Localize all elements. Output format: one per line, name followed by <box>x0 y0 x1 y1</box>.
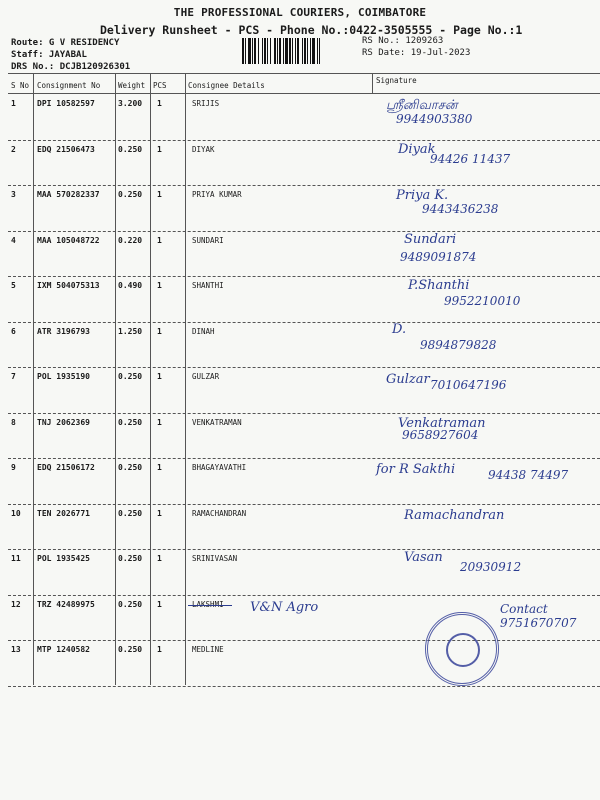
row-weight: 0.250 <box>118 144 143 154</box>
handwritten-signature: ஸ்ரீனிவாசன் <box>386 98 458 113</box>
col-signature: Signature <box>376 76 417 85</box>
column-divider <box>33 73 34 685</box>
handwritten-signature: Priya K. <box>396 188 449 203</box>
row-sno: 5 <box>11 281 16 290</box>
row-divider <box>8 231 600 232</box>
row-weight: 0.250 <box>118 645 143 654</box>
handwritten-signature: P.Shanthi <box>408 278 470 293</box>
row-divider <box>8 458 600 459</box>
row-consignment: MAA 105048722 <box>37 235 100 245</box>
rs-date: RS Date: 19-Jul-2023 <box>362 48 471 58</box>
row-sno: 4 <box>11 235 16 245</box>
column-divider <box>185 73 186 685</box>
row-weight: 0.490 <box>118 281 143 290</box>
row-consignment: IXM 504075313 <box>37 281 100 290</box>
row-pcs: 1 <box>157 235 162 245</box>
row-consignee: LAKSHMI <box>192 599 224 609</box>
handwritten-phone: 9952210010 <box>444 294 521 308</box>
row-divider <box>8 322 600 323</box>
row-divider <box>8 367 600 368</box>
row-divider <box>8 185 600 186</box>
row-sno: 10 <box>11 508 21 518</box>
row-consignee: SRINIVASAN <box>192 554 238 563</box>
row-consignment: POL 1935425 <box>37 554 90 563</box>
drs-number: DRS No.: DCJB120926301 <box>11 62 131 72</box>
row-sno: 13 <box>11 645 21 654</box>
staff-label: Staff: JAYABAL <box>11 50 87 60</box>
col-weight: Weight <box>118 81 146 90</box>
row-pcs: 1 <box>157 144 162 154</box>
row-pcs: 1 <box>157 508 162 518</box>
row-consignment: TNJ 2062369 <box>37 417 90 427</box>
row-divider <box>8 595 600 596</box>
row-consignee: SRIJIS <box>192 99 220 108</box>
row-consignee: MEDLINE <box>192 645 224 654</box>
handwritten-phone: 9944903380 <box>396 112 473 126</box>
handwritten-signature: Vasan <box>404 550 443 565</box>
row-consignee: PRIYA KUMAR <box>192 190 242 199</box>
handwritten-phone: Contact 9751670707 <box>500 602 577 630</box>
row-weight: 0.250 <box>118 463 143 472</box>
row-sno: 12 <box>11 599 21 609</box>
handwritten-phone: 9658927604 <box>402 428 479 442</box>
row-divider <box>8 276 600 277</box>
row-pcs: 1 <box>157 99 162 108</box>
row-pcs: 1 <box>157 372 162 381</box>
row-pcs: 1 <box>157 326 162 336</box>
row-consignment: DPI 10582597 <box>37 99 95 108</box>
row-weight: 3.200 <box>118 99 143 108</box>
row-sno: 11 <box>11 554 21 563</box>
handwritten-phone: 9894879828 <box>420 338 497 352</box>
row-pcs: 1 <box>157 281 162 290</box>
runsheet-subtitle: Delivery Runsheet - PCS - Phone No.:0422-3505555 - Page No.:1 <box>100 23 523 37</box>
col-sno: S No <box>11 81 30 90</box>
row-sno: 3 <box>11 190 16 199</box>
row-weight: 1.250 <box>118 326 143 336</box>
column-divider <box>372 73 373 93</box>
row-divider <box>8 549 600 550</box>
row-weight: 0.250 <box>118 372 143 381</box>
row-consignee: VENKATRAMAN <box>192 417 242 427</box>
company-title: THE PROFESSIONAL COURIERS, COIMBATORE <box>173 6 427 19</box>
handwritten-signature: Ramachandran <box>404 508 505 523</box>
row-consignment: EDQ 21506172 <box>37 463 95 472</box>
handwritten-signature: Diyak <box>398 142 436 157</box>
column-divider <box>150 73 151 685</box>
row-consignee: GULZAR <box>192 372 220 381</box>
row-sno: 8 <box>11 417 16 427</box>
handwritten-signature: V&N Agro <box>250 600 319 615</box>
column-divider <box>115 73 116 685</box>
row-consignment: POL 1935190 <box>37 372 90 381</box>
row-consignee: SHANTHI <box>192 281 224 290</box>
row-consignment: MTP 1240582 <box>37 645 90 654</box>
row-sno: 1 <box>11 99 16 108</box>
company-stamp <box>425 612 499 686</box>
route-label: Route: G V RESIDENCY <box>11 38 120 48</box>
table-header-border <box>8 93 600 94</box>
row-sno: 6 <box>11 326 16 336</box>
handwritten-signature: Venkatraman <box>398 416 486 431</box>
row-pcs: 1 <box>157 417 162 427</box>
barcode-bar <box>320 38 322 64</box>
row-divider <box>8 504 600 505</box>
row-consignment: MAA 570282337 <box>37 190 100 199</box>
row-consignee: DIYAK <box>192 144 215 154</box>
row-sno: 2 <box>11 144 16 154</box>
row-divider <box>8 640 600 641</box>
row-pcs: 1 <box>157 190 162 199</box>
handwritten-signature: for R Sakthi <box>376 462 456 477</box>
row-consignee: RAMACHANDRAN <box>192 508 247 518</box>
row-consignee: SUNDARI <box>192 235 224 245</box>
stamp-center <box>446 633 480 667</box>
row-consignment: TRZ 42489975 <box>37 599 95 609</box>
row-divider <box>8 686 600 687</box>
handwritten-signature: D. <box>392 322 407 337</box>
handwritten-phone: 7010647196 <box>430 378 507 392</box>
row-pcs: 1 <box>157 645 162 654</box>
barcode <box>242 38 360 64</box>
handwritten-phone: 20930912 <box>460 560 522 574</box>
strike-through-mark <box>188 605 232 606</box>
row-divider <box>8 413 600 414</box>
row-consignee: DINAH <box>192 326 215 336</box>
handwritten-phone: 9443436238 <box>422 202 499 216</box>
row-consignment: EDQ 21506473 <box>37 144 95 154</box>
row-weight: 0.250 <box>118 190 143 199</box>
handwritten-phone: 94438 74497 <box>488 468 569 482</box>
row-pcs: 1 <box>157 554 162 563</box>
row-consignee: BHAGAYAVATHI <box>192 463 247 472</box>
row-weight: 0.250 <box>118 599 143 609</box>
row-weight: 0.250 <box>118 508 143 518</box>
handwritten-phone: 9489091874 <box>400 250 477 264</box>
row-weight: 0.250 <box>118 554 143 563</box>
row-sno: 9 <box>11 463 16 472</box>
row-weight: 0.220 <box>118 235 143 245</box>
row-weight: 0.250 <box>118 417 143 427</box>
row-sno: 7 <box>11 372 16 381</box>
row-pcs: 1 <box>157 463 162 472</box>
col-consignee: Consignee Details <box>188 81 265 90</box>
handwritten-signature: Gulzar <box>386 372 430 387</box>
row-divider <box>8 140 600 141</box>
handwritten-signature: Sundari <box>404 232 457 247</box>
row-consignment: ATR 3196793 <box>37 326 90 336</box>
handwritten-phone: 94426 11437 <box>430 152 511 166</box>
col-consignment: Consignment No <box>37 81 101 90</box>
rs-number: RS No.: 1209263 <box>362 36 444 46</box>
table-top-border <box>8 73 600 74</box>
row-consignment: TEN 2026771 <box>37 508 90 518</box>
col-pcs: PCS <box>153 81 167 90</box>
row-pcs: 1 <box>157 599 162 609</box>
